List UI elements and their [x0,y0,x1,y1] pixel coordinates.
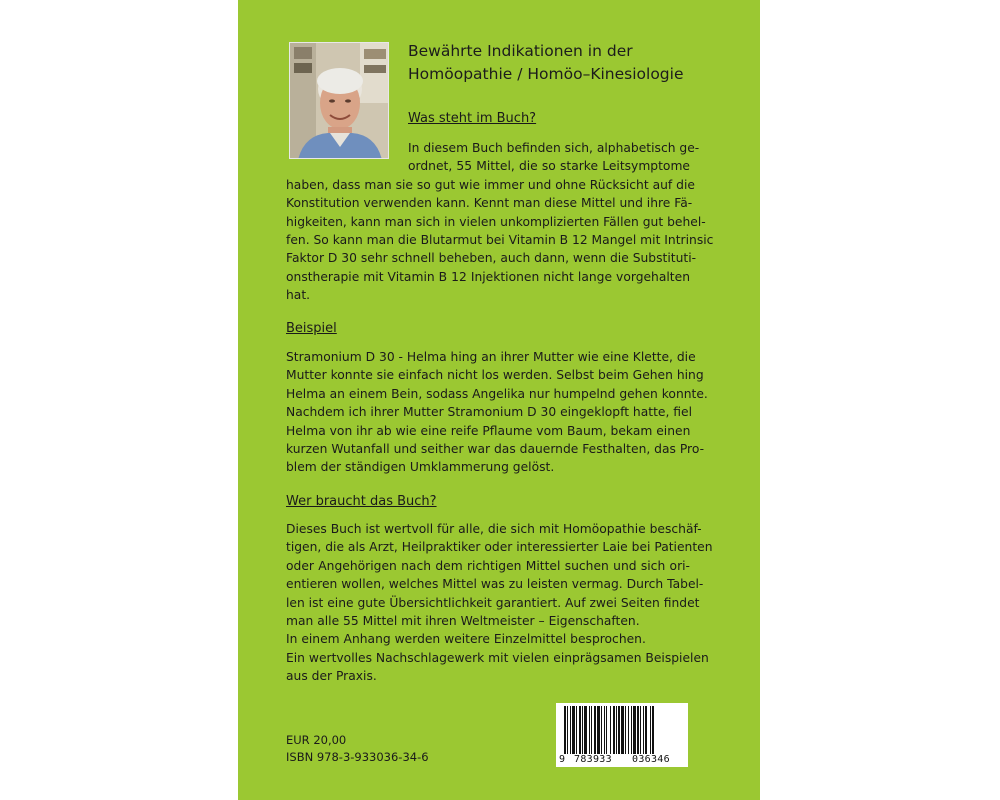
price-label: EUR 20,00 [286,733,347,747]
book-title-line1: Bewährte Indikationen in der [408,42,633,60]
barcode-bar [594,706,596,754]
text-line: entieren wollen, welches Mittel was zu leisten vermag. Durch Tabel- [286,577,704,592]
isbn-barcode [556,703,688,767]
barcode-bar [601,706,602,754]
text-line: Nachdem ich ihrer Mutter Stramonium D 30 eingeklopft hatte, fiel [286,405,693,420]
text-line: hat. [286,288,311,303]
text-line: tigen, die als Arzt, Heilpraktiker oder interessierter Laie bei Patienten [286,540,713,555]
barcode-bar [616,706,617,754]
section-heading-example: Beispiel [286,321,337,336]
barcode-bar [597,706,600,754]
barcode-bar [567,706,568,754]
text-line: ordnet, 55 Mittel, die so starke Leitsymptome [408,159,690,174]
barcode-bar [572,706,575,754]
barcode-bar [633,706,636,754]
barcode-bar [582,706,583,754]
price-block [286,732,429,766]
barcode-bars [560,706,684,754]
text-line: aus der Praxis. [286,669,377,684]
text-line: Ein wertvolles Nachschlagewerk mit vielen einprägsamen Beispielen [286,650,709,665]
text-line: len ist eine gute Übersichtlichkeit garantiert. Auf zwei Seiten findet [286,595,700,610]
text-line: higkeiten, kann man sich in vielen unkomplizierten Fällen gut behel- [286,214,706,229]
text-line: Helma von ihr ab wie eine reife Pflaume vom Baum, bekam einen [286,423,691,438]
barcode-bar [591,706,592,754]
barcode-bar [652,706,654,754]
barcode-bar [618,706,620,754]
isbn-label: ISBN 978-3-933036-34-6 [286,750,429,764]
text-line: In diesem Buch befinden sich, alphabetisch ge- [408,141,700,155]
barcode-bar [645,706,647,754]
text-line: Stramonium D 30 - Helma hing an ihrer Mutter wie eine Klette, die [286,350,696,364]
text-line: Faktor D 30 sehr schnell beheben, auch dann, wenn die Substituti- [286,251,697,266]
section-text-audience [286,520,713,686]
barcode-bar [576,706,577,754]
book-title [408,40,738,86]
barcode-bar [584,706,587,754]
section-text-contents [286,139,714,305]
barcode-bar [628,706,629,754]
text-line: man alle 55 Mittel mit ihren Weltmeister – Eigenschaften. [286,614,640,629]
barcode-bar [589,706,590,754]
barcode-group-left: 783933 [574,754,612,765]
barcode-bar [643,706,644,754]
text-line: haben, dass man sie so gut wie immer und ohne Rücksicht auf die [286,177,695,192]
text-line: Helma an einem Bein, sodass Angelika nur humpelnd gehen konnte. [286,386,708,401]
barcode-bar [564,706,566,754]
barcode-bar [621,706,624,754]
barcode-bar [579,706,581,754]
barcode-bar [606,706,607,754]
barcode-bar [625,706,626,754]
text-line: oder Angehörigen nach dem richtigen Mittel suchen und sich ori- [286,558,690,573]
text-line: blem der ständigen Umklammerung gelöst. [286,460,555,475]
barcode-bar [631,706,632,754]
barcode-bar [650,706,651,754]
barcode-bar [640,706,641,754]
barcode-bar [637,706,639,754]
barcode-bar [613,706,615,754]
book-back-cover [238,0,760,800]
barcode-group-right: 036346 [632,754,670,765]
section-heading-audience: Wer braucht das Buch? [286,494,437,509]
section-heading-contents: Was steht im Buch? [408,111,537,126]
section-text-example [286,348,708,477]
barcode-bar [570,706,571,754]
text-line: Konstitution verwenden kann. Kennt man diese Mittel und ihre Fä- [286,196,693,211]
barcode-digit-first: 9 [559,754,566,765]
barcode-bar [604,706,605,754]
text-line: Mutter konnte sie einfach nicht los werden. Selbst beim Gehen hing [286,368,704,383]
text-line: In einem Anhang werden weitere Einzelmittel besprochen. [286,632,646,647]
text-line: kurzen Wutanfall und seither war das dauernde Festhalten, das Pro- [286,442,705,457]
text-line: fen. So kann man die Blutarmut bei Vitamin B 12 Mangel mit Intrinsic [286,233,714,248]
text-line: Dieses Buch ist wertvoll für alle, die sich mit Homöopathie beschäf- [286,522,702,536]
book-title-line2: Homöopathie / Homöo–Kinesiologie [408,65,684,83]
barcode-bar [610,706,611,754]
text-line: onstherapie mit Vitamin B 12 Injektionen nicht lange vorgehalten [286,269,690,284]
